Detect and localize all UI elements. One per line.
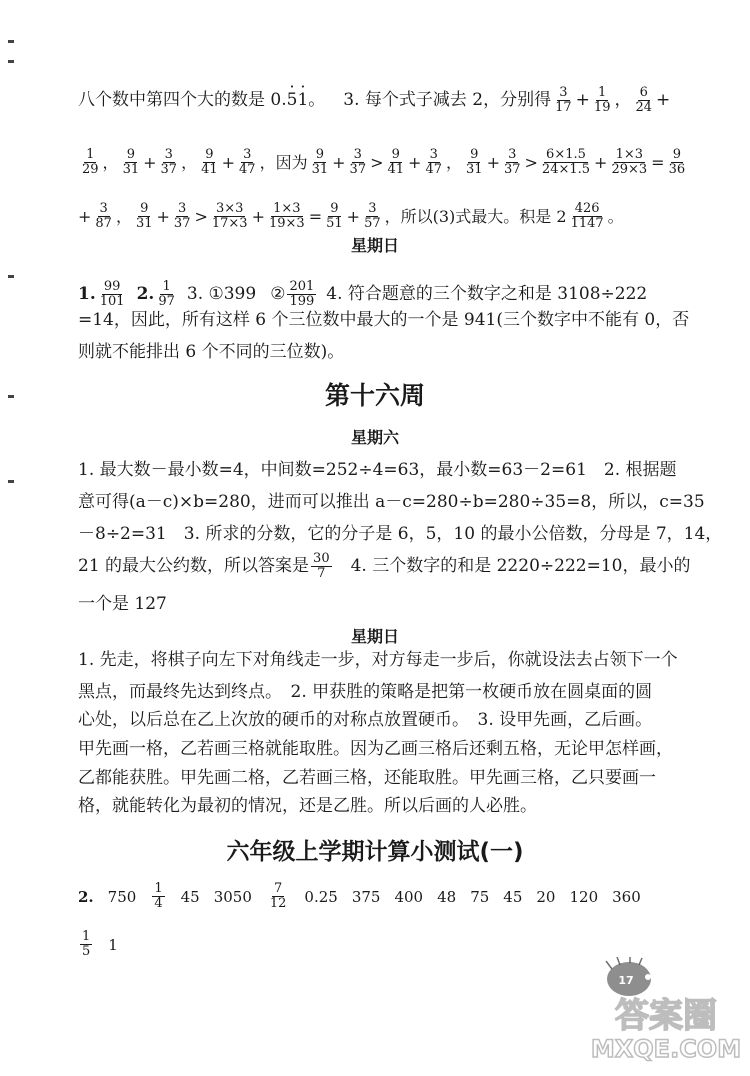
page-number: 17 xyxy=(618,974,634,987)
text-line: 1. 先走，将棋子向左下对角线走一步，对方每走一步后，你就设法去占领下一个 xyxy=(78,650,678,670)
text-span: 4. 三个数字的和是 2220÷222=10，最小的 xyxy=(333,556,691,577)
answer-value: 120 xyxy=(569,887,599,906)
text-line xyxy=(78,551,691,582)
fraction: $\frac{3}{37}$ xyxy=(349,147,367,178)
text-line xyxy=(78,202,678,232)
fraction: $\frac{30}{7}$ xyxy=(313,551,330,582)
equals-sign: = xyxy=(308,206,323,226)
fraction: $\frac{9}{31}$ xyxy=(466,147,483,178)
text-line: 则就不能排出 6 个不同的三位数)。 xyxy=(78,342,345,362)
plus-sign: + xyxy=(594,152,608,172)
answer-value: 45 xyxy=(503,887,523,906)
text-line xyxy=(78,280,678,310)
text-line xyxy=(78,86,678,116)
answer-value: 48 xyxy=(437,887,457,906)
fraction: $\frac{9}{36}$ xyxy=(668,147,686,178)
answer-value: 0.25 xyxy=(304,887,338,906)
fraction: $\frac{1\times 3}{19\times 3}$ xyxy=(269,201,305,232)
text-span: ② xyxy=(270,284,286,305)
fraction: $\frac{3}{87}$ xyxy=(95,201,112,232)
text-span: ，因为 xyxy=(259,152,308,172)
text-span: ， xyxy=(614,90,632,111)
plus-sign: + xyxy=(251,206,265,226)
text-span: 4. 符合题意的三个数字之和是 3108÷222 xyxy=(326,284,648,305)
fraction: $\frac{6\times 1.5}{24\times 1.5}$ xyxy=(541,147,591,178)
fraction: $\frac{3}{47}$ xyxy=(239,147,256,178)
item-number: 2. xyxy=(136,284,155,305)
plus-sign: + xyxy=(332,152,346,172)
fraction: $\frac{9}{51}$ xyxy=(326,201,343,232)
text-line: 1. 最大数－最小数=4，中间数=252÷4=63，最小数=63－2=61 2. 根据题 xyxy=(78,460,677,480)
text-span: 21 的最大公约数，所以答案是 xyxy=(78,556,310,577)
fraction: $\frac{1}{5}$ xyxy=(82,929,91,960)
text-line: 甲先画一格，乙若画三格就能取胜。因为乙画三格后还剩五格，无论甲怎样画， xyxy=(78,739,673,759)
test-heading: 六年级上学期计算小测试(一) xyxy=(226,839,524,865)
hedgehog-watermark-icon xyxy=(584,957,744,1067)
item-number: 2. xyxy=(78,887,94,906)
answer-value: 75 xyxy=(470,887,490,906)
plus-sign: + xyxy=(656,90,671,111)
text-line: －8÷2=31 3. 所求的分数，它的分子是 6，5，10 的最小公倍数，分母是 7，14， xyxy=(78,524,723,544)
watermark-logo xyxy=(584,957,744,1072)
fraction: $\frac{3}{47}$ xyxy=(425,147,442,178)
fraction: $\frac{9}{31}$ xyxy=(135,201,153,232)
text-line: =14，因此，所有这样 6 个三位数中最大的一个是 941(三个数字中不能有 0，否 xyxy=(78,310,690,330)
text-span: ，所以(3)式最大。积是 2 xyxy=(384,206,567,226)
answer-value: 1 xyxy=(108,935,118,954)
scan-edge-mark xyxy=(8,480,14,483)
answer-value: 375 xyxy=(351,887,381,906)
plus-sign: + xyxy=(486,152,500,172)
fraction: $\frac{201}{199}$ xyxy=(289,279,315,310)
greater-sign: > xyxy=(370,152,384,172)
scan-edge-mark xyxy=(8,60,14,63)
fraction: $\frac{3}{17}$ xyxy=(555,85,572,116)
plus-sign: + xyxy=(408,152,422,172)
section-heading-sunday: 星期日 xyxy=(350,236,399,255)
text-line: 一个是 127 xyxy=(78,594,167,614)
watermark-text: 答案圈 xyxy=(615,996,717,1036)
fraction: $\frac{7}{12}$ xyxy=(269,881,287,912)
text-line: 意可得(a－c)×b=280，进而可以推出 a－c=280÷b=280÷35=8，所以，c=35 xyxy=(78,492,705,512)
text-span: ， xyxy=(446,152,463,172)
repeating-digit: · 1 xyxy=(297,92,308,109)
text-line: 心处，以后总在乙上次放的硬币的对称点放置硬币。 3. 设甲先画，乙后画。 xyxy=(78,710,653,730)
fraction: $\frac{1}{97}$ xyxy=(158,279,175,310)
section-heading-saturday: 星期六 xyxy=(350,428,399,447)
text-line: 乙都能获胜。甲先画二格，乙若画三格，还能取胜。甲先画三格，乙只要画一 xyxy=(78,768,656,788)
plus-sign: + xyxy=(575,90,590,111)
text-line: 格，就能转化为最初的情况，还是乙胜。所以后画的人必胜。 xyxy=(78,796,537,816)
fraction: $\frac{1\times 3}{29\times 3}$ xyxy=(611,147,648,178)
fraction: $\frac{9}{31}$ xyxy=(122,147,140,178)
scan-edge-mark xyxy=(8,275,14,278)
fraction: $\frac{3}{37}$ xyxy=(160,147,178,178)
repeating-digit: · 5 xyxy=(287,92,298,109)
fraction: $\frac{1}{19}$ xyxy=(593,85,611,116)
text-span: 八个数中第四个大的数是 0. xyxy=(78,90,287,111)
fraction: $\frac{9}{41}$ xyxy=(201,147,218,178)
fraction: $\frac{3}{37}$ xyxy=(503,147,521,178)
fraction: $\frac{9}{41}$ xyxy=(387,147,405,178)
greater-sign: > xyxy=(194,206,208,226)
fraction: $\frac{9}{31}$ xyxy=(311,147,329,178)
plus-sign: + xyxy=(346,206,361,226)
fraction: $\frac{99}{101}$ xyxy=(99,279,125,310)
fraction: $\frac{6}{24}$ xyxy=(635,85,653,116)
plus-sign: + xyxy=(143,152,157,172)
plus-sign: + xyxy=(156,206,170,226)
test-answers-row xyxy=(78,930,118,960)
text-span: ， xyxy=(115,206,132,226)
week-heading: 第十六周 xyxy=(324,381,425,410)
item-number: 1. xyxy=(78,284,96,305)
equals-sign: = xyxy=(651,152,665,172)
watermark-url: MXQE.COM xyxy=(590,1035,742,1063)
fraction: $\frac{3}{57}$ xyxy=(364,201,381,232)
text-span: 3. ①399 xyxy=(186,284,257,305)
text-span: 。 xyxy=(308,90,326,111)
text-span: 。 xyxy=(607,206,624,226)
answer-value: 20 xyxy=(536,887,556,906)
test-answers-row xyxy=(78,882,641,912)
answer-value: 360 xyxy=(612,887,641,906)
answer-value: 400 xyxy=(394,887,424,906)
answer-value: 45 xyxy=(180,887,200,906)
plus-sign: + xyxy=(78,206,92,226)
text-span: ， xyxy=(181,152,198,172)
fraction: $\frac{1}{4}$ xyxy=(154,881,163,912)
text-line: 黑点，而最终先达到终点。 2. 甲获胜的策略是把第一枚硬币放在圆桌面的圆 xyxy=(78,682,653,702)
fraction: $\frac{1}{29}$ xyxy=(82,147,99,178)
answer-value: 750 xyxy=(107,887,137,906)
text-line xyxy=(78,147,686,178)
section-heading-sunday: 星期日 xyxy=(350,627,399,646)
scan-edge-mark xyxy=(8,40,14,43)
answer-value: 3050 xyxy=(213,887,252,906)
plus-sign: + xyxy=(221,152,236,172)
greater-sign: > xyxy=(524,152,538,172)
fraction: $\frac{426}{1147}$ xyxy=(570,201,604,232)
text-span: 3. 每个式子减去 2，分别得 xyxy=(343,90,552,111)
fraction: $\frac{3}{37}$ xyxy=(173,201,191,232)
fraction: $\frac{3\times 3}{17\times 3}$ xyxy=(211,201,248,232)
text-span: ， xyxy=(102,152,119,172)
